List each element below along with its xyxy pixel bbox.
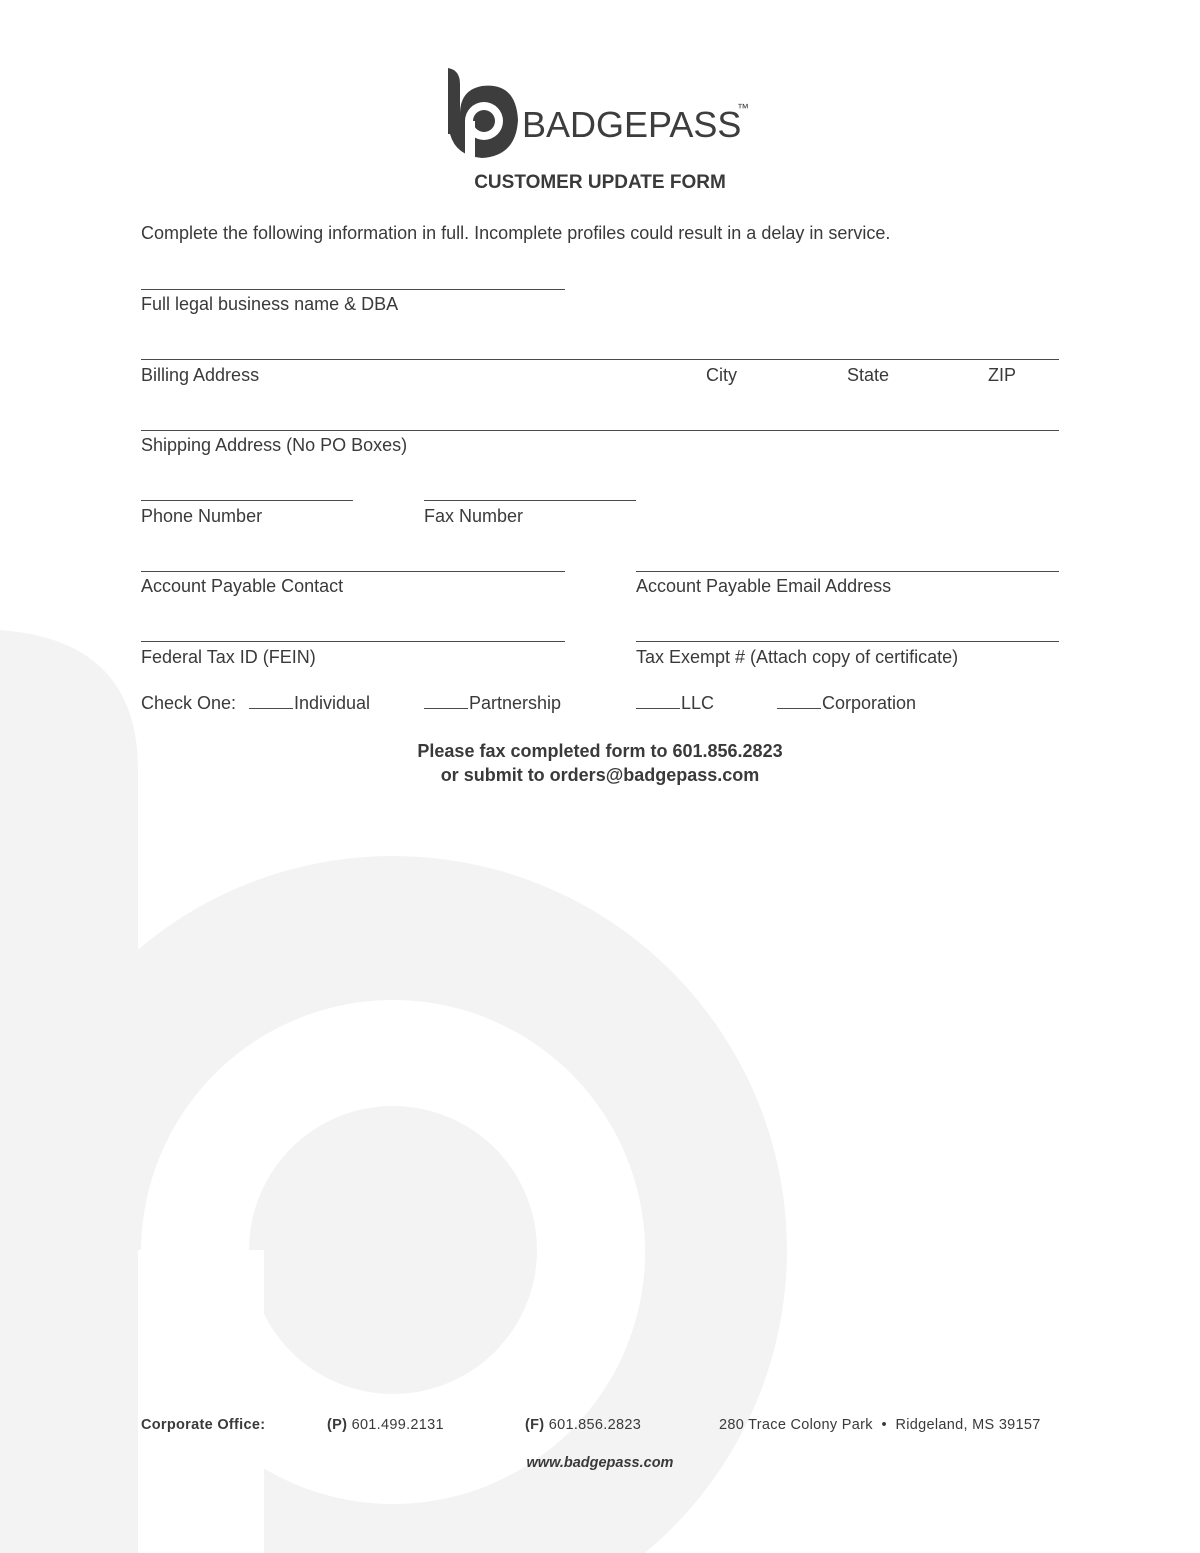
check-blank[interactable] (777, 693, 821, 709)
tax-exempt-label: Tax Exempt # (Attach copy of certificate) (636, 647, 959, 667)
fax-line[interactable] (424, 500, 636, 501)
check-option-label: Individual (294, 693, 371, 713)
fein-line[interactable] (141, 641, 565, 642)
ap-contact-label: Account Payable Contact (141, 576, 344, 596)
footer-phone (327, 1417, 444, 1433)
ap-contact-line[interactable] (141, 571, 565, 572)
fax-label: Fax Number (424, 506, 524, 526)
check-blank[interactable] (424, 693, 468, 709)
check-option-llc[interactable] (636, 693, 714, 714)
check-option-corporation[interactable] (777, 693, 916, 714)
check-option-partnership[interactable] (424, 693, 561, 714)
check-blank[interactable] (636, 693, 680, 709)
phone-number: 601.499.2131 (351, 1417, 444, 1433)
check-option-label: Partnership (469, 693, 562, 713)
phone-line[interactable] (141, 500, 353, 501)
trademark-symbol: ™ (737, 101, 749, 115)
phone-prefix: (P) (327, 1417, 348, 1433)
fax-prefix: (F) (525, 1417, 545, 1433)
business-name-label: Full legal business name & DBA (141, 294, 399, 314)
city-label: City (706, 365, 737, 385)
fax-number: 601.856.2823 (548, 1417, 642, 1433)
instructions-text: Complete the following information in full. Incomplete profiles could result in a delay in service. (141, 223, 891, 243)
business-name-line[interactable] (141, 289, 565, 290)
logo-wordmark: BADGEPASS (522, 104, 742, 145)
shipping-address-line[interactable] (141, 430, 1059, 431)
website-link[interactable]: www.badgepass.com (526, 1455, 674, 1471)
check-option-label: Corporation (822, 693, 917, 713)
tax-exempt-line[interactable] (636, 641, 1059, 642)
billing-address-label: Billing Address (141, 365, 260, 385)
footer-office-label: Corporate Office: (141, 1417, 266, 1433)
fein-label: Federal Tax ID (FEIN) (141, 647, 316, 667)
footer-fax (525, 1417, 641, 1433)
form-title: CUSTOMER UPDATE FORM (474, 172, 726, 193)
submit-instructions-line1: Please fax completed form to 601.856.2823 (417, 741, 783, 761)
shipping-address-label: Shipping Address (No PO Boxes) (141, 435, 408, 455)
check-blank[interactable] (249, 693, 293, 709)
state-label: State (847, 365, 890, 385)
check-option-label: LLC (681, 693, 715, 713)
badgepass-logo (444, 64, 764, 164)
billing-address-line[interactable] (141, 359, 1059, 360)
ap-email-line[interactable] (636, 571, 1059, 572)
ap-email-label: Account Payable Email Address (636, 576, 892, 596)
zip-label: ZIP (988, 365, 1017, 385)
check-option-individual[interactable] (249, 693, 370, 714)
submit-instructions-line2: or submit to orders@badgepass.com (440, 765, 760, 785)
footer-address: 280 Trace Colony Park • Ridgeland, MS 39157 (719, 1417, 1041, 1433)
phone-label: Phone Number (141, 506, 263, 526)
check-one-label: Check One: (141, 693, 237, 713)
